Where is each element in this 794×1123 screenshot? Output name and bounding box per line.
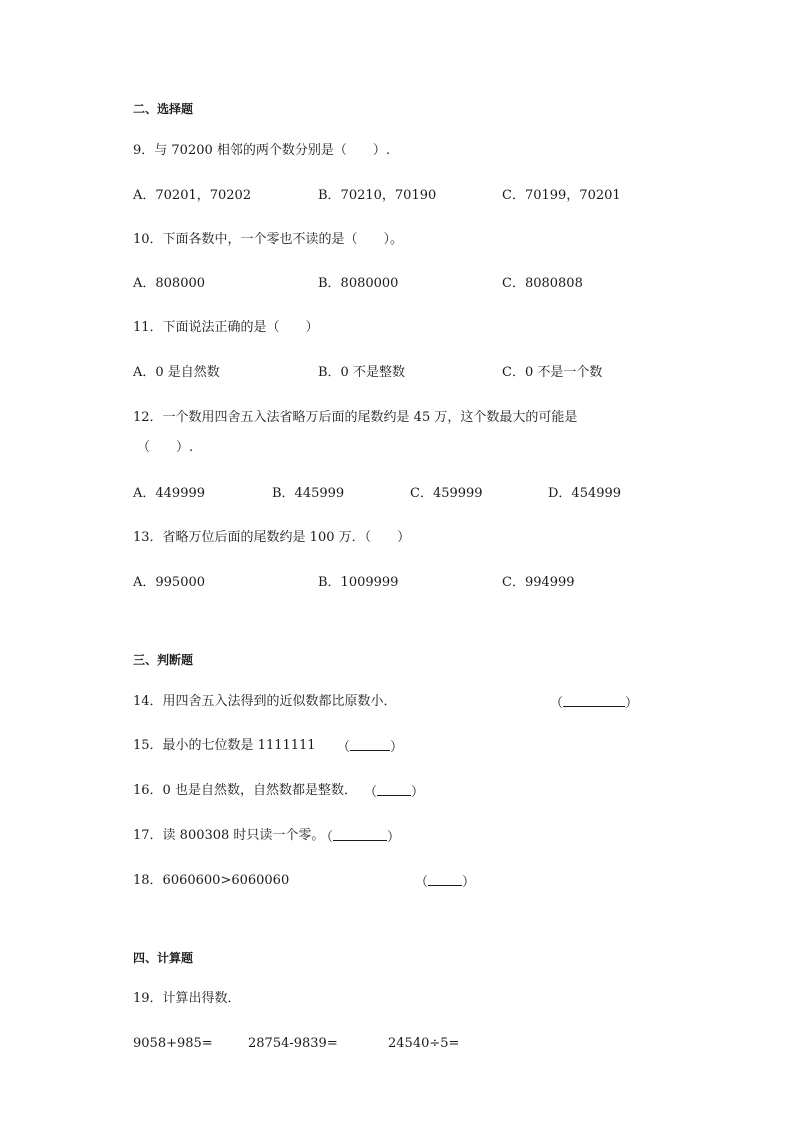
- q18-answer-blank[interactable]: [428, 873, 462, 886]
- section-title-judge: 三、判断题: [133, 653, 194, 667]
- q11-option-b: B．0 不是整数: [318, 365, 405, 380]
- q17-answer-blank[interactable]: [333, 828, 387, 841]
- q16-answer-box: [364, 783, 424, 801]
- q14-answer-box: [550, 694, 638, 712]
- q17-answer-box: [320, 828, 400, 846]
- q15-paren-close: ）: [390, 740, 404, 755]
- q15-answer-box: [337, 738, 403, 756]
- q10-option-c: C．8080808: [502, 276, 583, 291]
- q12-option-b: B．445999: [272, 486, 345, 501]
- q18-answer-box: [415, 873, 475, 891]
- q16-answer-blank[interactable]: [377, 783, 411, 796]
- q13-option-a: A．995000: [133, 575, 206, 590]
- question-11: 11．下面说法正确的是（ ）: [133, 320, 319, 335]
- question-18: 18．6060600>6060060: [133, 873, 290, 888]
- q9-option-b: B．70210，70190: [318, 188, 437, 203]
- q14-paren-close: ）: [625, 696, 639, 711]
- question-16: 16．0 也是自然数，自然数都是整数．: [133, 783, 357, 798]
- question-10: 10．下面各数中，一个零也不读的是（ ）。: [133, 232, 404, 247]
- q9-option-a: A．70201，70202: [133, 188, 252, 203]
- q13-option-c: C．994999: [502, 575, 575, 590]
- q11-option-a: A．0 是自然数: [133, 365, 220, 380]
- q10-option-a: A．808000: [133, 276, 206, 291]
- q18-paren-open: （: [415, 875, 429, 890]
- question-14: 14．用四舍五入法得到的近似数都比原数小．: [133, 694, 397, 709]
- q19-expression-2: 28754-9839=: [248, 1036, 338, 1051]
- question-12-line2: （ ）.: [137, 440, 194, 455]
- q11-option-c: C．0 不是一个数: [502, 365, 603, 380]
- q13-option-b: B．1009999: [318, 575, 399, 590]
- section-title-choice: 二、选择题: [133, 102, 194, 116]
- q10-option-b: B．8080000: [318, 276, 399, 291]
- q18-paren-close: ）: [462, 875, 476, 890]
- q16-paren-close: ）: [411, 785, 425, 800]
- question-19: 19．计算出得数．: [133, 991, 241, 1006]
- question-12: 12．一个数用四舍五入法省略万后面的尾数约是 45 万，这个数最大的可能是: [133, 410, 578, 425]
- q12-option-d: D．454999: [548, 486, 622, 501]
- q19-expression-3: 24540÷5=: [388, 1036, 460, 1051]
- q12-option-c: C．459999: [410, 486, 483, 501]
- section-title-calc: 四、计算题: [133, 951, 194, 965]
- q14-answer-blank[interactable]: [563, 694, 625, 707]
- question-9: 9．与 70200 相邻的两个数分别是（ ）.: [133, 143, 391, 158]
- q14-paren-open: （: [550, 696, 564, 711]
- q16-paren-open: （: [364, 785, 378, 800]
- q9-option-c: C．70199，70201: [502, 188, 621, 203]
- q17-paren-close: ）: [387, 830, 401, 845]
- q12-option-a: A．449999: [133, 486, 206, 501]
- question-13: 13．省略万位后面的尾数约是 100 万．（ ）: [133, 530, 411, 545]
- question-17: 17．读 800308 时只读一个零。: [133, 828, 325, 843]
- q15-answer-blank[interactable]: [350, 738, 390, 751]
- q15-paren-open: （: [337, 740, 351, 755]
- question-15: 15．最小的七位数是 1111111: [133, 738, 316, 753]
- q17-paren-open: （: [320, 830, 334, 845]
- q19-expression-1: 9058+985=: [133, 1036, 213, 1051]
